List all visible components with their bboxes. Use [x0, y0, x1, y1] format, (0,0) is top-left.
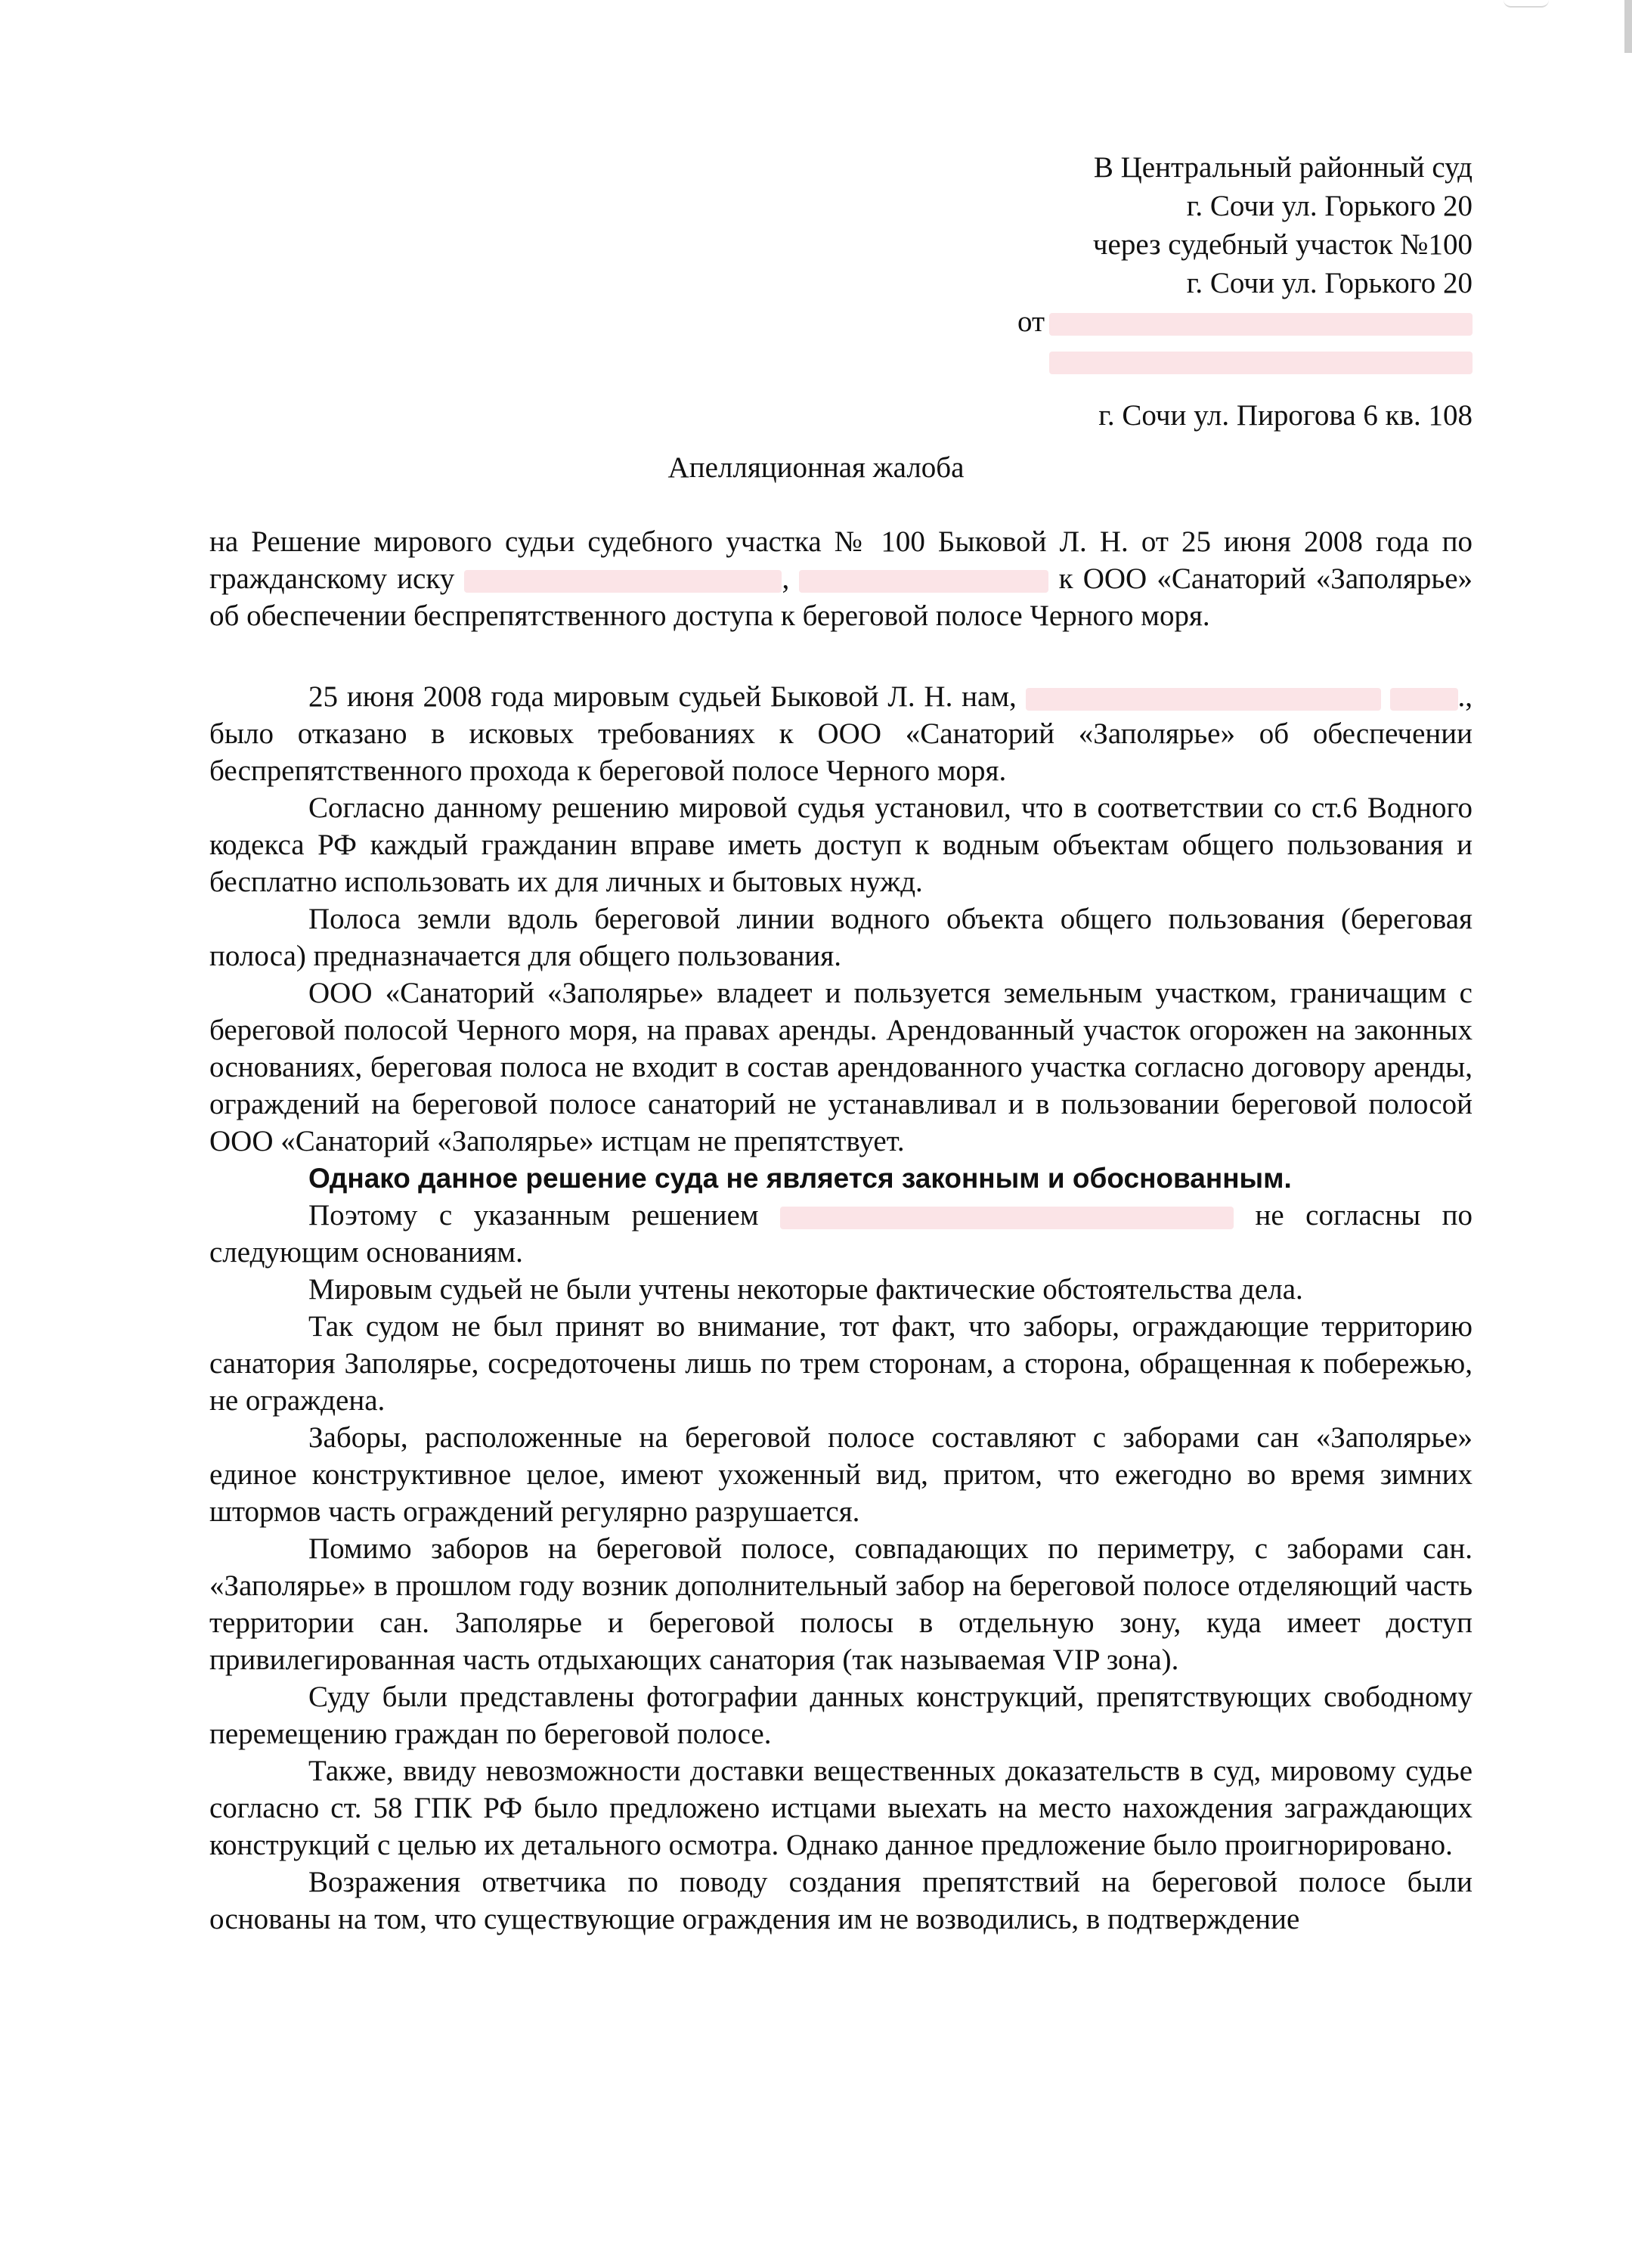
document-body [209, 523, 1473, 1938]
redacted-appellants [780, 1207, 1234, 1229]
via-address: г. Сочи ул. Горького 20 [1186, 267, 1473, 299]
subject-paragraph: на Решение мирового судьи судебного участка № 100 Быковой Л. Н. от 25 июня 2008 года по гражданскому иску , к ООО «Санаторий «Заполярье» об обеспечении беспрепятственного доступа к береговой полосе Черного моря. [209, 525, 1473, 632]
redacted-initials [1390, 688, 1458, 711]
from-label: от [1017, 305, 1045, 338]
paragraph-9: Заборы, расположенные на береговой полосе составляют с заборами сан «Заполярье» единое конструктивное целое, имеют ухоженный вид, притом, что ежегодно во время зимних штормов часть ограждений регулярно разрушается. [209, 1421, 1473, 1528]
paragraph-6: Поэтому с указанным решением не согласны по следующим основаниям. [209, 1199, 1473, 1269]
redacted-plaintiff-1 [464, 570, 782, 593]
redacted-plaintiff-2 [799, 570, 1048, 593]
redacted-plaintiffs [1026, 688, 1381, 711]
redacted-name [1049, 313, 1473, 336]
paragraph-1: 25 июня 2008 года мировым судьей Быковой Л. Н. нам, ., было отказано в исковых требованиях к ООО «Санаторий «Заполярье» об обеспечении беспрепятственного прохода к береговой полосе Черного моря. [209, 680, 1473, 787]
paragraph-12: Также, ввиду невозможности доставки вещественных доказательств в суд, мировому судье согласно ст. 58 ГПК РФ было предложено истцами выехать на место нахождения заграждающих конструкций с целью их детального осмотра. Однако данное предложение было проигнорировано. [209, 1755, 1473, 1861]
paragraph-2: Согласно данному решению мировой судья установил, что в соответствии со ст.6 Водного кодекса РФ каждый гражданин вправе иметь доступ к водным объектам общего пользования и бесплатно использовать их для личных и бытовых нужд. [209, 792, 1473, 898]
via-section: через судебный участок №100 [1092, 228, 1473, 261]
paragraph-13: Возражения ответчика по поводу создания препятствий на береговой полосе были основаны на том, что существующие ограждения им не возводились, в подтверждение [209, 1866, 1473, 1935]
court-address: г. Сочи ул. Горького 20 [1186, 190, 1473, 222]
paragraph-8: Так судом не был принят во внимание, тот факт, что заборы, ограждающие территорию санатория Заполярье, сосредоточены лишь по трем сторонам, а сторона, обращенная к побережью, не ограждена. [209, 1310, 1473, 1417]
paragraph-10: Помимо заборов на береговой полосе, совпадающих по периметру, с заборами сан. «Заполярье» в прошлом году возник дополнительный забор на береговой полосе отделяющий часть территории сан. Заполярье и береговой полосы в отдельную зону, куда имеет доступ привилегированная часть отдыхающих санатория (так называемая VIP зона). [209, 1532, 1473, 1676]
paragraph-4: ООО «Санаторий «Заполярье» владеет и пользуется земельным участком, граничащим с береговой полосой Черного моря, на правах аренды. Арендованный участок огорожен на законных основаниях, береговая полоса не входит в состав арендованного участка согласно договору аренды, ограждений на береговой полосе санаторий не устанавливал и в пользовании береговой полосой ООО «Санаторий «Заполярье» истцам не препятствует. [209, 977, 1473, 1157]
scan-smudge [1503, 0, 1549, 8]
court-name: В Центральный районный суд [1093, 151, 1473, 184]
scan-edge-mark [1624, 0, 1632, 53]
paragraph-5: Однако данное решение суда не является законным и обоснованным. [308, 1163, 1292, 1194]
redacted-line [1017, 341, 1473, 380]
paragraph-7: Мировым судьей не были учтены некоторые фактические обстоятельства дела. [308, 1273, 1303, 1306]
applicant-address: г. Сочи ул. Пирогова 6 кв. 108 [1098, 399, 1473, 432]
addressee-block [1017, 148, 1473, 435]
from-row [1017, 302, 1473, 341]
document-title: Апелляционная жалоба [667, 451, 965, 484]
paragraph-3: Полоса земли вдоль береговой линии водного объекта общего пользования (береговая полоса) предназначается для общего пользования. [209, 903, 1473, 972]
paragraph-11: Суду были представлены фотографии данных конструкций, препятствующих свободному перемещению граждан по береговой полосе. [209, 1681, 1473, 1750]
